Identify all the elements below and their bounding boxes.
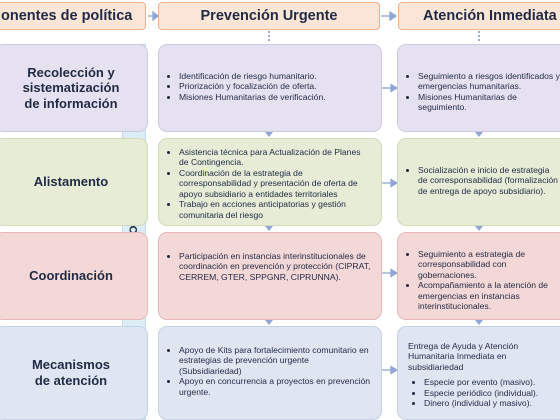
list-item: • Especie periódico (individual). — [424, 388, 560, 398]
attention-intro: Entrega de Ayuda y Atención Humanitaria Inmediata en subsidiariedad — [408, 341, 519, 372]
component-mecanismos — [0, 326, 148, 420]
list-item: • Apoyo de Kits para fortalecimiento comunitario en estrategias de prevención urgente (Subsidiariedad) — [179, 345, 371, 376]
down-arrow-att-2 — [475, 226, 483, 231]
header-components: onentes de política — [0, 2, 146, 30]
down-arrow-prev-1 — [265, 132, 273, 137]
component-line: de atención — [34, 373, 108, 388]
list-item: • Socialización e inicio de estrategia de corresponsabilidad (formalización de entrega de apoyo subsidiario). — [418, 165, 560, 196]
list-item: • Identificación de riesgo humanitario. — [179, 71, 371, 81]
list-item: • Apoyo en concurrencia a proyectos en prevención urgente. — [179, 376, 371, 397]
component-alistamiento — [0, 138, 148, 226]
list-item: • Asistencia técnica para Actualización de Planes de Contingencia. — [179, 147, 371, 168]
prevention-box-coordinacion — [158, 232, 382, 320]
component-line: sistematización — [22, 80, 120, 96]
list-item: • Coordinación de la estrategia de corresponsabilidad y presentación de oferta de apoyo subsidiario a entidades territoriales — [179, 168, 371, 199]
attention-box-coordinacion — [397, 232, 560, 320]
prevention-box-mecanismos — [158, 326, 382, 420]
component-line: Coordinación — [29, 268, 113, 284]
list-item: • Participación en instancias interinstitucionales de coordinación en prevención y protección (CIPRAT, CERREM, GTER, SPPGNR, CIPRUNNA). — [179, 251, 371, 282]
attention-box-recoleccion — [397, 44, 560, 132]
list-item: • Seguimiento a riesgos identificados y emergencias humanitarias. — [418, 71, 560, 92]
prevention-box-recoleccion — [158, 44, 382, 132]
attention-box-mecanismos — [397, 326, 560, 420]
component-line: Alistamento — [33, 174, 109, 190]
list-item: • Misiones Humanitarias de verificación. — [179, 92, 371, 102]
list-item: • Seguimiento a estrategia de corresponsabilidad con gobernaciones. — [418, 249, 560, 280]
list-item: • Priorización y focalización de oferta. — [179, 81, 371, 91]
component-line: Recolección y — [27, 64, 115, 80]
down-arrow-att-3 — [475, 320, 483, 325]
attention-box-alistamiento — [397, 138, 560, 226]
down-arrow-prev-3 — [265, 320, 273, 325]
component-coordinacion — [0, 232, 148, 320]
arrow-head-header-2 — [390, 12, 396, 20]
component-recoleccion — [0, 44, 148, 132]
down-arrow-prev-2 — [265, 226, 273, 231]
list-item: • Dinero (individual y masivo). — [424, 398, 560, 408]
header-prevention: Prevención Urgente — [158, 2, 380, 30]
component-line: Mecanismos — [31, 357, 111, 373]
down-arrow-att-1 — [475, 132, 483, 137]
header-attention: Atención Inmediata — [398, 2, 560, 30]
prevention-box-alistamiento — [158, 138, 382, 226]
list-item: • Misiones Humanitarias de seguimiento. — [418, 92, 560, 113]
component-line: de información — [24, 95, 118, 111]
list-item: • Especie por evento (masivo). — [424, 377, 560, 387]
list-item: • Acompañamiento a la atención de emergencias en instancias interinstitucionales. — [418, 280, 560, 311]
list-item: • Trabajo en acciones anticipatorias y gestión comunitaria del riesgo — [179, 199, 371, 220]
